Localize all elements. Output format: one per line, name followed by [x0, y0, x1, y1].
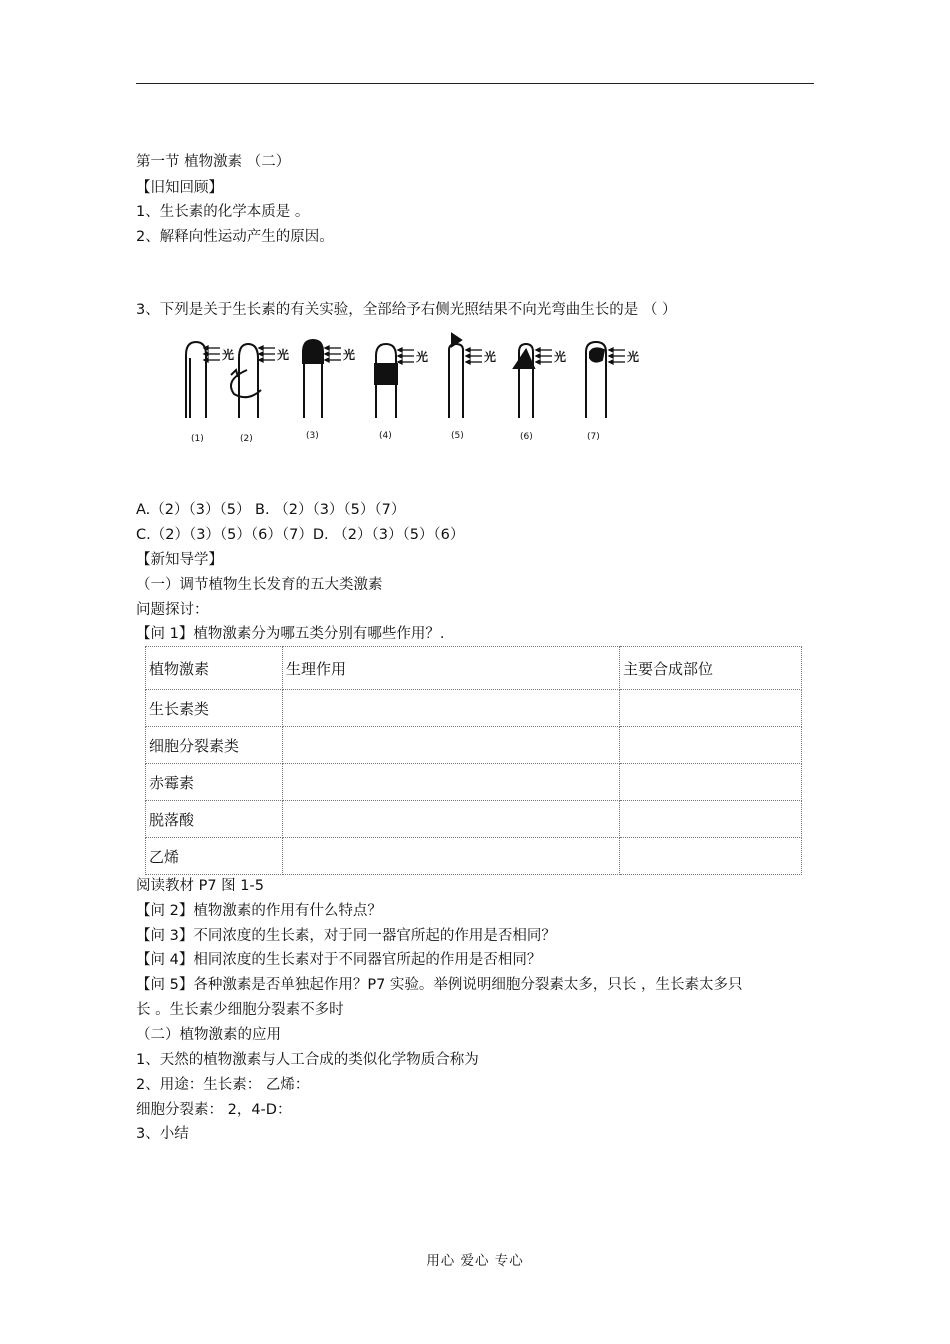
coleoptile-3: [303, 340, 323, 418]
row-name: 乙烯: [146, 838, 283, 875]
header-site: 主要合成部位: [620, 647, 802, 690]
review-question-3: 3、下列是关于生长素的有关实验，全部给予右侧光照结果不向光弯曲生长的是 （ ）: [136, 302, 677, 318]
row-function-cell[interactable]: [283, 727, 620, 764]
light-arrows-5: [466, 348, 482, 364]
table-row: [146, 727, 802, 764]
figure-label-7: (7): [587, 432, 600, 442]
coleoptile-7: [586, 342, 606, 418]
reading-note: 阅读教材 P7 图 1-5: [136, 878, 264, 894]
coleoptile-6: [514, 344, 534, 418]
light-arrows-2: [259, 346, 275, 362]
row-site-cell[interactable]: [620, 801, 802, 838]
subsection-1: （一）调节植物生长发育的五大类激素: [136, 577, 383, 593]
table-row: [146, 690, 802, 727]
table-row: [146, 801, 802, 838]
table-row: [146, 764, 802, 801]
light-label-3: 光: [343, 348, 356, 362]
light-label-4: 光: [416, 350, 429, 364]
options-ab: A.（2）（3）（5） B. （2）（3）（5）（7）: [136, 502, 406, 518]
light-label-5: 光: [484, 350, 497, 364]
row-name: 细胞分裂素类: [146, 727, 283, 764]
page-footer: 用心 爱心 专心: [426, 1253, 524, 1269]
coleoptile-1: [186, 342, 206, 418]
application-1: 1、天然的植物激素与人工合成的类似化学物质合称为: [136, 1052, 479, 1068]
light-arrows-4: [398, 348, 414, 364]
row-function-cell[interactable]: [283, 838, 620, 875]
figure-label-5: (5): [451, 431, 464, 441]
row-function-cell[interactable]: [283, 690, 620, 727]
table-header-row: [146, 647, 802, 690]
question-2: 【问 2】植物激素的作用有什么特点？: [136, 903, 382, 919]
coleoptile-5: [449, 334, 463, 418]
question-3: 【问 3】不同浓度的生长素，对于同一器官所起的作用是否相同？: [136, 928, 556, 944]
section-title: 第一节 植物激素 （二）: [136, 154, 291, 170]
light-label-1: 光: [222, 348, 235, 362]
question-5-line-1: 【问 5】各种激素是否单独起作用？P7 实验。举例说明细胞分裂素太多，只长 ，生长素太多只: [136, 977, 743, 993]
header-hormone: 植物激素: [146, 647, 283, 690]
row-site-cell[interactable]: [620, 838, 802, 875]
hormone-table: [145, 646, 802, 875]
row-name: 生长素类: [146, 690, 283, 727]
row-site-cell[interactable]: [620, 690, 802, 727]
light-arrows-7: [609, 348, 625, 364]
row-site-cell[interactable]: [620, 727, 802, 764]
figure-label-2: (2): [240, 434, 253, 444]
figure-label-1: (1): [191, 434, 204, 444]
question-5-line-2: 长 。生长素少细胞分裂素不多时: [136, 1002, 344, 1018]
light-arrows-3: [325, 346, 341, 362]
light-arrows-6: [536, 348, 552, 364]
new-heading: 【新知导学】: [136, 552, 223, 568]
coleoptile-4: [375, 344, 397, 418]
row-name: 赤霉素: [146, 764, 283, 801]
figure-label-4: (4): [379, 431, 392, 441]
row-function-cell[interactable]: [283, 764, 620, 801]
figure-label-3: (3): [306, 431, 319, 441]
question-4: 【问 4】相同浓度的生长素对于不同器官所起的作用是否相同？: [136, 952, 542, 968]
coleoptile-2: [231, 344, 261, 418]
header-rule: [136, 83, 814, 84]
light-label-2: 光: [277, 348, 290, 362]
figure-label-6: (6): [520, 432, 533, 442]
row-function-cell[interactable]: [283, 801, 620, 838]
options-cd: C.（2）（3）（5）（6）（7）D. （2）（3）（5）（6）: [136, 527, 465, 543]
row-site-cell[interactable]: [620, 764, 802, 801]
subsection-2: （二）植物激素的应用: [136, 1027, 281, 1043]
application-2: 2、用途：生长素： 乙烯：: [136, 1077, 310, 1093]
row-name: 脱落酸: [146, 801, 283, 838]
review-heading: 【旧知回顾】: [136, 180, 223, 196]
explore-label: 问题探讨：: [136, 602, 209, 618]
table-row: [146, 838, 802, 875]
review-question-2: 2、解释向性运动产生的原因。: [136, 229, 334, 245]
application-3: 细胞分裂素： 2，4-D：: [136, 1102, 292, 1118]
light-label-6: 光: [554, 350, 567, 364]
review-question-1: 1、生长素的化学本质是 。: [136, 204, 310, 220]
light-arrows-1: [204, 346, 220, 362]
light-label-7: 光: [627, 350, 640, 364]
application-4: 3、小结: [136, 1126, 189, 1142]
header-function: 生理作用: [283, 647, 620, 690]
experiment-figure: [176, 330, 676, 450]
question-1: 【问 1】植物激素分为哪五类分别有哪些作用？.: [136, 626, 445, 642]
